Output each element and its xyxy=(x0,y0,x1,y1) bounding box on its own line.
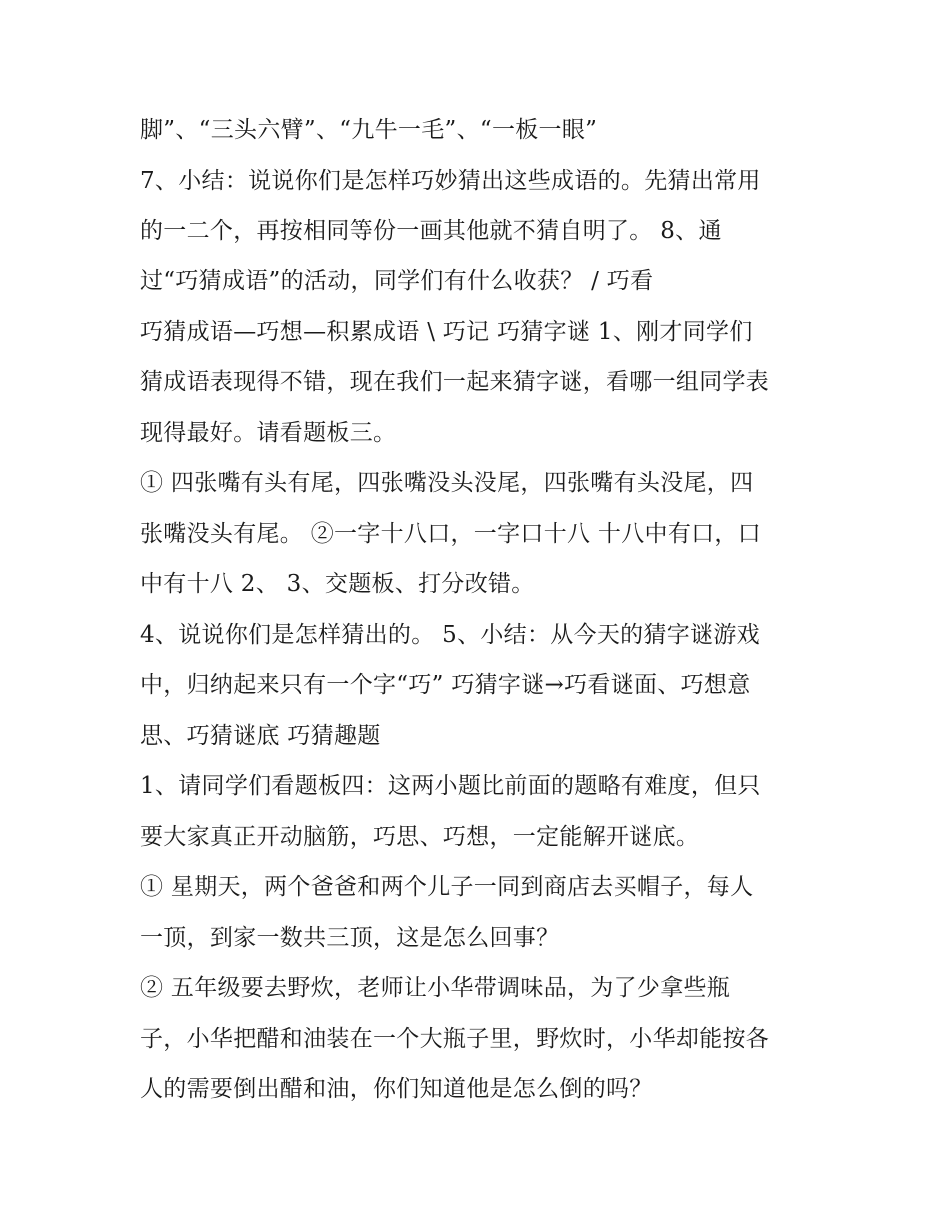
text-line: 7、小结：说说你们是怎样巧妙猜出这些成语的。先猜出常用 xyxy=(140,168,761,194)
text-line: ① 四张嘴有头有尾，四张嘴没头没尾，四张嘴有头没尾，四 xyxy=(140,470,754,496)
text-line: 中，归纳起来只有一个字“巧” 巧猜字谜→巧看谜面、巧想意 xyxy=(140,672,751,698)
text-line: 子，小华把醋和油装在一个大瓶子里，野炊时，小华却能按各 xyxy=(140,1026,770,1052)
text-line: 过“巧猜成语”的活动，同学们有什么收获？ / 巧看 xyxy=(140,268,654,294)
text-line: 现得最好。请看题板三。 xyxy=(140,420,397,446)
text-line: 的一二个，再按相同等份一画其他就不猜自明了。 8、通 xyxy=(140,218,722,244)
text-line: 一顶，到家一数共三顶，这是怎么回事？ xyxy=(140,925,560,951)
text-line: 4、说说你们是怎样猜出的。 5、小结：从今天的猜字谜游戏 xyxy=(140,622,760,648)
text-line: 1、请同学们看题板四：这两小题比前面的题略有难度，但只 xyxy=(140,773,761,799)
text-line: 中有十八 2、 3、交题板、打分改错。 xyxy=(140,571,535,597)
text-line: 张嘴没头有尾。 ②一字十八口，一字口十八 十八中有口，口 xyxy=(140,521,762,547)
text-line: 巧猜成语—巧想—积累成语 \ 巧记 巧猜字谜 1、刚才同学们 xyxy=(140,319,753,345)
text-line: 脚”、“三头六臂”、“九牛一毛”、“一板一眼” xyxy=(140,117,598,143)
text-line: 人的需要倒出醋和油，你们知道他是怎么倒的吗？ xyxy=(140,1076,653,1102)
text-line: ① 星期天，两个爸爸和两个儿子一同到商店去买帽子，每人 xyxy=(140,874,754,900)
text-line: 猜成语表现得不错，现在我们一起来猜字谜，看哪一组同学表 xyxy=(140,369,770,395)
text-line: ② 五年级要去野炊，老师让小华带调味品，为了少拿些瓶 xyxy=(140,975,731,1001)
text-line: 要大家真正开动脑筋，巧思、巧想，一定能解开谜底。 xyxy=(140,824,700,850)
text-line: 思、巧猜谜底 巧猜趣题 xyxy=(140,723,381,749)
